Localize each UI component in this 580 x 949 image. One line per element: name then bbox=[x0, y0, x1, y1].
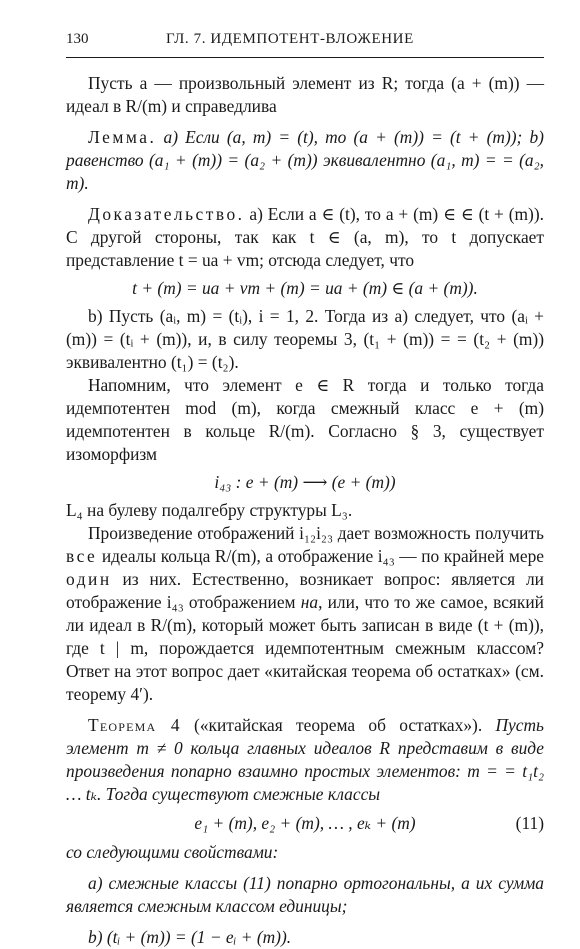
product-italic: на bbox=[300, 592, 319, 612]
theorem-label: Теорема 4 bbox=[88, 715, 181, 735]
product-spaced-1: все bbox=[66, 546, 98, 566]
theorem-paragraph bbox=[66, 714, 544, 806]
lemma-label: Лемма. bbox=[88, 127, 157, 147]
formula-2 bbox=[66, 471, 544, 494]
formula-3-text: e₁ + (m), e₂ + (m), … , eₖ + (m) bbox=[194, 813, 416, 833]
spacer bbox=[66, 706, 544, 714]
onto-line: L₄ на булеву подалгебру структуры L₃. bbox=[66, 500, 353, 520]
proof-part-a: а) Если a ∈ (t), то a + (m) ∈ ∈ (t + (m)). С другой стороны, так как t ∈ (a, m), то t допускает представление t = ua + vm; отсюда следует, что bbox=[66, 204, 544, 270]
theorem-text: Пусть элемент m ≠ 0 кольца главных идеалов R представим в виде произведения попарно взаимно простых элементов: m = = t₁t₂ … tₖ. Тогда существуют смежные классы bbox=[66, 715, 544, 804]
recall-paragraph: Напомним, что элемент e ∈ R тогда и только тогда идемпотентен mod (m), когда смежный класс e + (m) идемпотентен в кольце R/(m). Согласно § 3, существует изоморфизм bbox=[66, 375, 544, 464]
properties-intro bbox=[66, 841, 544, 864]
properties-intro-text: со следующими свойствами: bbox=[66, 842, 279, 862]
product-text-4: , или, что то же самое, всякий ли идеал в R/(m), который может быть записан в виде (t + (m)), где t | m, порождается идемпотентным смежным классом? Ответ на этот вопрос дает «китайская теорема об остатках» (см. теорему 4′). bbox=[66, 592, 544, 704]
formula-1-text: t + (m) = ua + vm + (m) = ua + (m) ∈ (a + (m)). bbox=[132, 278, 478, 298]
proof-paragraph bbox=[66, 203, 544, 272]
page-number: 130 bbox=[66, 31, 89, 47]
product-text-2: идеалы кольца R/(m), а отображение i₄₃ — по крайней мере bbox=[97, 546, 544, 566]
spacer bbox=[66, 864, 544, 872]
intro-paragraph: Пусть a — произвольный элемент из R; тогда (a + (m)) — идеал в R/(m) и справедлива bbox=[66, 73, 544, 116]
running-header bbox=[66, 28, 544, 58]
proof-label: Доказательство. bbox=[88, 204, 245, 224]
formula-2-text: i₄₃ : e + (m) ⟶ (e + (m)) bbox=[214, 472, 396, 492]
lemma-part-a: а) Если (a, m) = (t), то (a + (m)) = (t + (m)); bbox=[163, 127, 523, 147]
proof-part-b: b) Пусть (aᵢ, m) = (tᵢ), i = 1, 2. Тогда из а) следует, что (aᵢ + (m)) = (tᵢ + (m)), и, в силу теоремы 3, (t₁ + (m)) = = (t₂ + (m)) эквивалентно (t₁) = (t₂). bbox=[66, 306, 544, 372]
property-a bbox=[66, 872, 544, 918]
property-b-text: b) (tᵢ + (m)) = (1 − eᵢ + (m)). bbox=[88, 927, 292, 947]
lemma-paragraph bbox=[66, 126, 544, 195]
product-text-1: Произведение отображений i₁₂i₂₃ дает возможность получить bbox=[88, 523, 544, 543]
formula-1 bbox=[66, 277, 544, 300]
equation-number: (11) bbox=[515, 813, 544, 833]
spacer bbox=[66, 918, 544, 926]
spacer bbox=[66, 195, 544, 203]
spacer bbox=[66, 118, 544, 126]
product-paragraph bbox=[66, 522, 544, 706]
formula-3 bbox=[66, 812, 544, 835]
property-b bbox=[66, 926, 544, 949]
theorem-name: («китайская теорема об остатках»). bbox=[194, 715, 483, 735]
product-spaced-2: один bbox=[66, 569, 112, 589]
product-text-3: из них. Естественно, возникает вопрос: является ли отображение i₄₃ отображением bbox=[66, 569, 544, 612]
lemma-part-b: b) равенство (a₁ + (m)) = (a₂ + (m)) эквивалентно (a₁, m) = = (a₂, m). bbox=[66, 127, 544, 193]
chapter-title: ГЛ. 7. ИДЕМПОТЕНТ-ВЛОЖЕНИЕ bbox=[166, 31, 414, 47]
property-a-text: а) смежные классы (11) попарно ортогональны, а их сумма является смежным классом единицы; bbox=[66, 873, 544, 916]
